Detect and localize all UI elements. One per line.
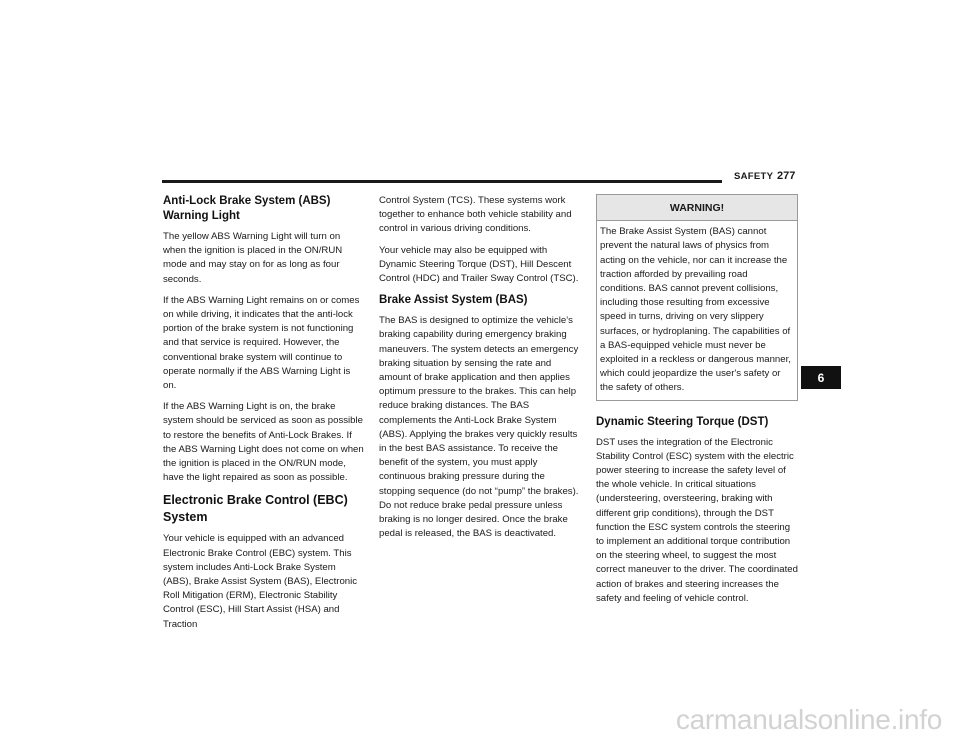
abs-paragraph-3: If the ABS Warning Light is on, the brake system should be serviced as soon as possible to restore the benefits of Anti-Lock Brakes. If the ABS Warning Light does not come on when the ignition is placed in the ON/RUN mode, have the light repaired as soon as possible. — [163, 401, 364, 484]
abs-paragraph-1: The yellow ABS Warning Light will turn on when the ignition is placed in the ON/RUN mode and may stay on for as long as four seconds. — [163, 231, 343, 285]
ebc-paragraph-1: Your vehicle is equipped with an advanced Electronic Brake Control (EBC) system. This system includes Anti-Lock Brake System (ABS), Brake Assist System (BAS), Electronic Roll Mitigation (ERM), Electronic Stability Control (ESC), Hill Start Assist (HSA) and Traction — [163, 533, 358, 630]
bas-paragraph-1: The BAS is designed to optimize the vehicle’s braking capability during emergency braking maneuvers. The system detects an emergency braking situation by sensing the rate and amount of brake application and then applies optimum pressure to the brakes. This can help reduce braking distances. The BAS complements the Anti-Lock Brake System (ABS). Applying the brakes very quickly results in the best BAS assistance. To receive the benefit of the system, you must apply continuous braking pressure during the stopping sequence (do not “pump” the brakes). Do not reduce brake pedal pressure unless braking is no longer desired. Once the brake pedal is released, the BAS is deactivated. — [379, 315, 579, 540]
abs-paragraph-2: If the ABS Warning Light remains on or comes on while driving, it indicates that the anti-lock portion of the brake system is not functioning and that service is required. However, the conventional brake system will continue to operate normally if the ABS Warning Light is on. — [163, 294, 360, 392]
column-middle — [379, 194, 579, 548]
warning-box — [596, 194, 798, 401]
dst-heading: Dynamic Steering Torque (DST) — [596, 415, 769, 428]
bas-heading: Brake Assist System (BAS) — [379, 294, 528, 307]
abs-warning-light-heading: Anti-Lock Brake System (ABS) Warning Light — [163, 195, 331, 222]
ebc-paragraph-2: Your vehicle may also be equipped with Dynamic Steering Torque (DST), Hill Descent Control (HDC) and Trailer Sway Control (TSC). — [379, 244, 579, 285]
warning-text: The Brake Assist System (BAS) cannot prevent the natural laws of physics from acting on the vehicle, nor can it increase the traction afforded by prevailing road conditions. BAS cannot prevent collisions, including those resulting from excessive speed in turns, driving on very slippery surfaces, or hydroplaning. The capabilities of a BAS-equipped vehicle must never be exploited in a reckless or dangerous manner, which could jeopardize the user's safety or the safety of others. — [600, 226, 791, 394]
column-right — [596, 194, 798, 613]
watermark: carmanualsonline.info — [675, 704, 942, 735]
warning-title: WARNING! — [597, 195, 797, 221]
ebc-system-heading — [163, 492, 365, 526]
chapter-tab: 6 — [801, 366, 841, 389]
ebc-heading-line-1: Electronic Brake Control (EBC) — [163, 493, 348, 508]
ebc-heading-line-2: System — [163, 510, 208, 525]
header-rule — [162, 180, 722, 183]
ebc-paragraph-1-continued: Control System (TCS). These systems work together to enhance both vehicle stability and control in various driving conditions. — [379, 195, 572, 235]
column-left — [163, 194, 365, 639]
dst-paragraph-1: DST uses the integration of the Electronic Stability Control (ESC) system with the electric power steering to increase the safety level of the whole vehicle. In critical situations (understeering, oversteering, braking with different grip conditions), through the DST function the ESC system controls the steering to implement an additional torque contribution on the steering wheel, to suggest the most correct maneuver to the driver. The coordinated action of brakes and steering increases the safety and feeling of vehicle control. — [596, 436, 798, 604]
running-header-section: SAFETY — [734, 171, 774, 182]
page-number: 277 — [777, 170, 796, 182]
